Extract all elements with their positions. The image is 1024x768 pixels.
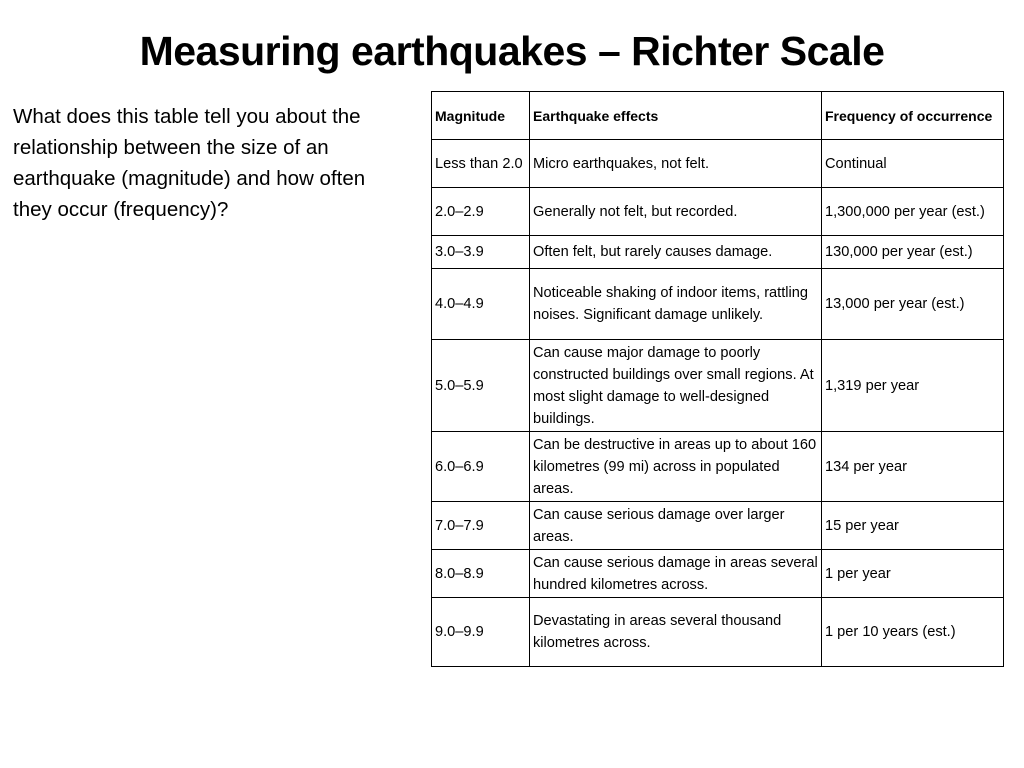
magnitude-cell: 3.0–3.9 — [432, 236, 530, 269]
table-row — [432, 188, 1004, 236]
magnitude-cell: 7.0–7.9 — [432, 502, 530, 550]
frequency-cell: 1,300,000 per year (est.) — [822, 188, 1004, 236]
frequency-cell: 1 per year — [822, 550, 1004, 598]
effects-cell: Micro earthquakes, not felt. — [530, 140, 822, 188]
header-magnitude: Magnitude — [432, 92, 530, 140]
question-text: What does this table tell you about the relationship between the size of an earthquake (magnitude) and how often they occur (frequency)? — [13, 105, 366, 221]
magnitude-cell: 5.0–5.9 — [432, 340, 530, 432]
magnitude-cell: 2.0–2.9 — [432, 188, 530, 236]
effects-cell: Can cause major damage to poorly constructed buildings over small regions. At most slight damage to well-designed buildings. — [530, 340, 822, 432]
magnitude-cell: 6.0–6.9 — [432, 432, 530, 502]
header-effects: Earthquake effects — [530, 92, 822, 140]
effects-cell: Noticeable shaking of indoor items, rattling noises. Significant damage unlikely. — [530, 269, 822, 340]
frequency-cell: 130,000 per year (est.) — [822, 236, 1004, 269]
effects-cell: Devastating in areas several thousand kilometres across. — [530, 598, 822, 667]
magnitude-cell: Less than 2.0 — [432, 140, 530, 188]
magnitude-cell: 4.0–4.9 — [432, 269, 530, 340]
table-row — [432, 269, 1004, 340]
frequency-cell: 134 per year — [822, 432, 1004, 502]
header-frequency: Frequency of occurrence — [822, 92, 1004, 140]
frequency-cell: 15 per year — [822, 502, 1004, 550]
table-row — [432, 550, 1004, 598]
table-header-row — [432, 92, 1004, 140]
magnitude-cell: 9.0–9.9 — [432, 598, 530, 667]
effects-cell: Can be destructive in areas up to about 160 kilometres (99 mi) across in populated areas. — [530, 432, 822, 502]
table-row — [432, 236, 1004, 269]
frequency-cell: 1 per 10 years (est.) — [822, 598, 1004, 667]
effects-cell: Can cause serious damage over larger areas. — [530, 502, 822, 550]
table-row — [432, 140, 1004, 188]
frequency-cell: 13,000 per year (est.) — [822, 269, 1004, 340]
magnitude-cell: 8.0–8.9 — [432, 550, 530, 598]
slide-title: Measuring earthquakes – Richter Scale — [139, 28, 885, 74]
effects-cell: Often felt, but rarely causes damage. — [530, 236, 822, 269]
table-row — [432, 432, 1004, 502]
richter-scale-table — [431, 91, 1004, 667]
frequency-cell: Continual — [822, 140, 1004, 188]
effects-cell: Generally not felt, but recorded. — [530, 188, 822, 236]
table-row — [432, 502, 1004, 550]
frequency-cell: 1,319 per year — [822, 340, 1004, 432]
effects-cell: Can cause serious damage in areas several hundred kilometres across. — [530, 550, 822, 598]
table-row — [432, 340, 1004, 432]
table-row — [432, 598, 1004, 667]
